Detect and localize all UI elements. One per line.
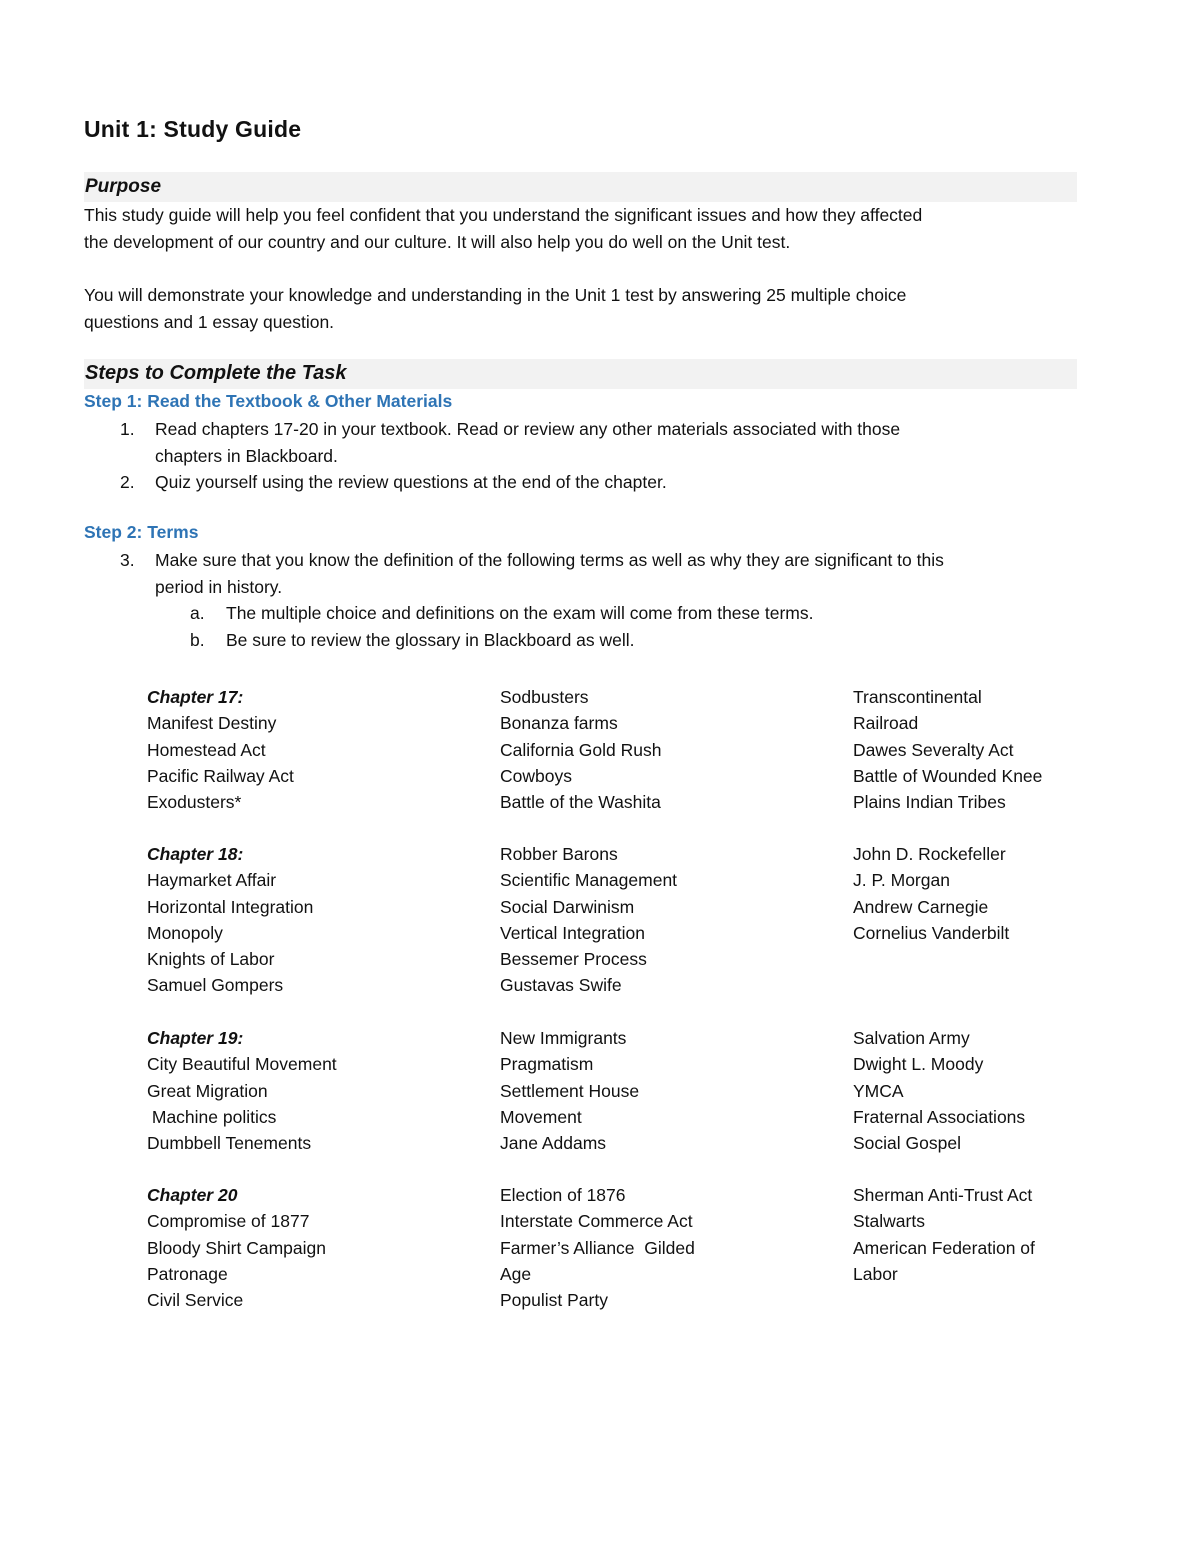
term: Election of 1876 — [500, 1185, 626, 1205]
term: Compromise of 1877 — [147, 1211, 310, 1232]
term: New Immigrants — [500, 1028, 627, 1048]
term: Exodusters* — [147, 792, 242, 813]
term: Labor — [853, 1263, 898, 1284]
term: Battle of Wounded Knee — [853, 765, 1043, 786]
term: Scientific Management — [500, 870, 678, 891]
sub-list-item — [84, 600, 1084, 627]
term: Social Darwinism — [500, 896, 635, 917]
term: Social Gospel — [853, 1133, 961, 1154]
terms-column-3 — [853, 684, 1093, 841]
terms-column-1 — [147, 1182, 500, 1313]
term: Bloody Shirt Campaign — [147, 1237, 326, 1258]
term: City Beautiful Movement — [147, 1054, 337, 1075]
term: J. P. Morgan — [853, 870, 950, 891]
page-title: Unit 1: Study Guide — [84, 116, 302, 142]
list-item-line: Quiz yourself using the review questions at the end of the chapter. — [155, 472, 667, 492]
list-number: 2. — [120, 472, 135, 492]
terms-grid — [147, 684, 1087, 1313]
sub-list-text: The multiple choice and definitions on the exam will come from these terms. — [226, 603, 814, 623]
term: Andrew Carnegie — [853, 896, 989, 917]
steps-section-header — [84, 359, 1077, 389]
terms-column-2 — [500, 1025, 853, 1182]
term: Vertical Integration — [500, 922, 645, 943]
step-2-list — [84, 547, 1084, 653]
term: Bonanza farms — [500, 713, 618, 734]
sub-list-text: Be sure to review the glossary in Blackboard as well. — [226, 629, 635, 650]
paragraph-line: This study guide will help you feel confident that you understand the significant issues and how they affected — [84, 205, 923, 225]
purpose-section-header — [84, 172, 1077, 202]
paragraph-line: You will demonstrate your knowledge and understanding in the Unit 1 test by answering 25 multiple choice — [84, 285, 907, 305]
term: Jane Addams — [500, 1133, 607, 1154]
term: John D. Rockefeller — [853, 844, 1006, 864]
list-number: 1. — [120, 419, 135, 439]
purpose-paragraph-2 — [84, 282, 1074, 335]
term: Settlement House — [500, 1080, 640, 1101]
term: Sherman Anti-Trust Act — [853, 1185, 1033, 1205]
term: Machine politics — [147, 1106, 277, 1127]
term: Sodbusters — [500, 687, 589, 707]
term: Farmer’s Alliance Gilded — [500, 1237, 695, 1258]
term: Dwight L. Moody — [853, 1054, 984, 1075]
chapter-heading: Chapter 19: — [147, 1028, 244, 1048]
term: Monopoly — [147, 922, 223, 943]
terms-column-2 — [500, 841, 853, 1025]
term: Gustavas Swife — [500, 975, 622, 996]
term: Populist Party — [500, 1290, 608, 1311]
term: Plains Indian Tribes — [853, 792, 1006, 813]
term: Horizontal Integration — [147, 896, 314, 917]
list-number: 3. — [120, 550, 135, 570]
term: Dumbbell Tenements — [147, 1133, 312, 1154]
term: Fraternal Associations — [853, 1106, 1026, 1127]
purpose-paragraph-1 — [84, 202, 1074, 255]
term: YMCA — [853, 1080, 904, 1101]
term: Pragmatism — [500, 1054, 594, 1075]
term: Stalwarts — [853, 1211, 925, 1232]
term: Battle of the Washita — [500, 792, 661, 813]
term: Transcontinental — [853, 687, 982, 707]
term: Samuel Gompers — [147, 975, 284, 996]
list-item-line: chapters in Blackboard. — [155, 445, 338, 466]
sub-list-letter: a. — [190, 603, 205, 623]
chapter-18-row — [147, 841, 1087, 1025]
paragraph-line: the development of our country and our culture. It will also help you do well on the Unit test. — [84, 231, 791, 252]
chapter-heading: Chapter 20 — [147, 1185, 238, 1205]
list-item-line: period in history. — [155, 576, 283, 597]
list-item — [84, 469, 1084, 496]
chapter-20-row — [147, 1182, 1087, 1313]
term: Interstate Commerce Act — [500, 1211, 693, 1232]
term: California Gold Rush — [500, 739, 662, 760]
terms-column-3 — [853, 1025, 1093, 1182]
list-item — [84, 547, 1084, 600]
terms-column-1 — [147, 1025, 500, 1182]
step-2-heading: Step 2: Terms — [84, 522, 199, 542]
sub-list-letter: b. — [190, 629, 205, 650]
term: Great Migration — [147, 1080, 268, 1101]
paragraph-line: questions and 1 essay question. — [84, 311, 335, 332]
list-item-line: Make sure that you know the definition of the following terms as well as why they are significant to this — [155, 550, 944, 570]
chapter-19-row — [147, 1025, 1087, 1182]
term: American Federation of — [853, 1237, 1035, 1258]
terms-column-3 — [853, 1182, 1093, 1313]
terms-column-2 — [500, 684, 853, 841]
purpose-heading: Purpose — [85, 176, 162, 197]
chapter-heading: Chapter 18: — [147, 844, 244, 864]
terms-column-3 — [853, 841, 1093, 1025]
term: Cowboys — [500, 765, 572, 786]
list-item — [84, 416, 1084, 469]
list-item-line: Read chapters 17-20 in your textbook. Read or review any other materials associated with those — [155, 419, 901, 439]
term: Robber Barons — [500, 844, 618, 864]
steps-heading: Steps to Complete the Task — [85, 362, 347, 384]
sub-list-item — [84, 627, 1084, 654]
term: Pacific Railway Act — [147, 765, 294, 786]
term: Bessemer Process — [500, 949, 647, 970]
terms-column-1 — [147, 841, 500, 1025]
chapter-17-row — [147, 684, 1087, 841]
term: Salvation Army — [853, 1028, 970, 1048]
terms-column-1 — [147, 684, 500, 841]
term: Knights of Labor — [147, 949, 275, 970]
term: Manifest Destiny — [147, 713, 277, 734]
term: Homestead Act — [147, 739, 266, 760]
term: Age — [500, 1263, 532, 1284]
terms-column-2 — [500, 1182, 853, 1313]
term: Cornelius Vanderbilt — [853, 922, 1010, 943]
term: Railroad — [853, 713, 919, 734]
term: Patronage — [147, 1263, 228, 1284]
chapter-heading: Chapter 17: — [147, 687, 244, 707]
step-1-heading: Step 1: Read the Textbook & Other Materials — [84, 391, 453, 411]
term: Civil Service — [147, 1290, 244, 1311]
term: Movement — [500, 1106, 582, 1127]
term: Haymarket Affair — [147, 870, 277, 891]
term: Dawes Severalty Act — [853, 739, 1014, 760]
step-1-list — [84, 416, 1084, 496]
